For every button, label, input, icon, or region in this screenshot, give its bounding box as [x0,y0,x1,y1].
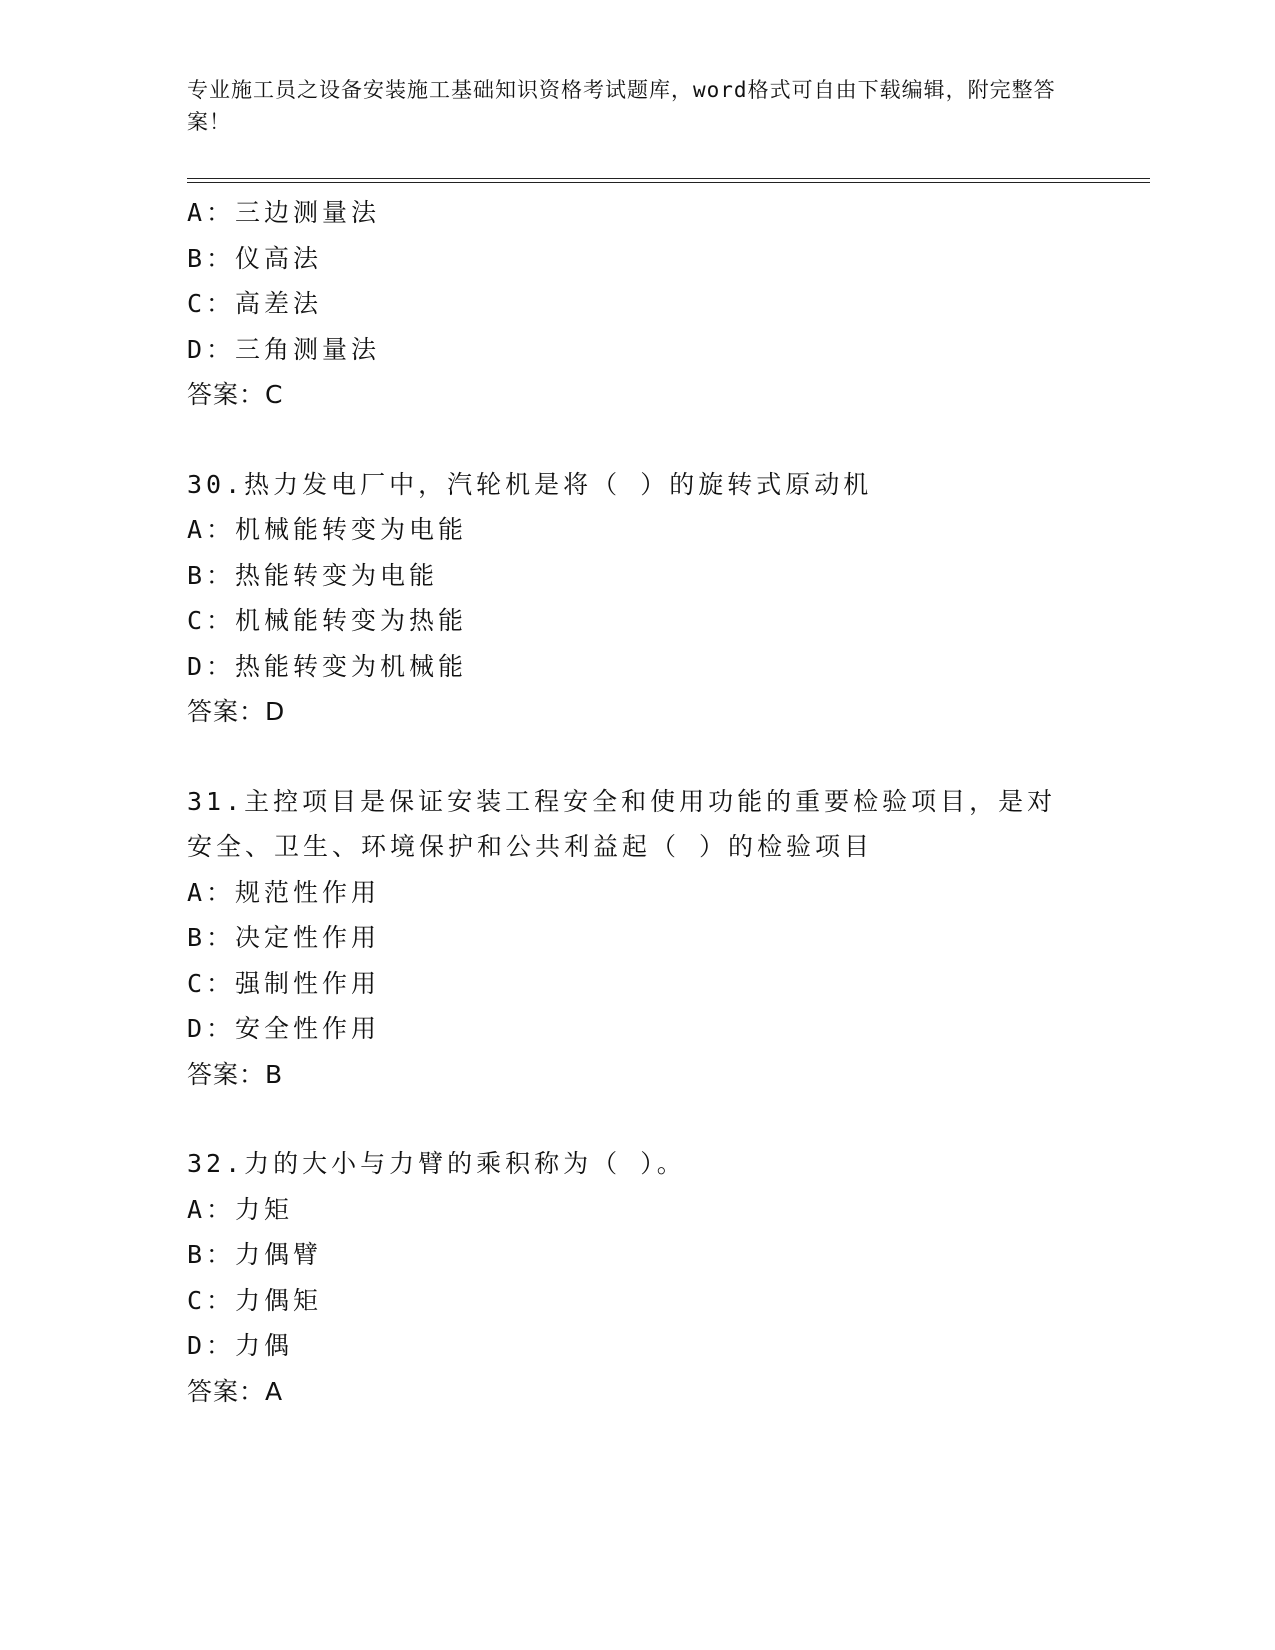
option-a: A：机械能转变为电能 [187,515,468,544]
question-30 [187,462,1087,735]
question-text: 31.主控项目是保证安装工程安全和使用功能的重要检验项目，是对安全、卫生、环境保护和公共利益起（ ）的检验项目 [187,786,1057,861]
header-divider-bottom [187,182,1150,183]
question-text: 30.热力发电厂中，汽轮机是将（ ）的旋转式原动机 [187,469,873,499]
option-a: A：三边测量法 [187,198,381,227]
question-list [187,190,1087,1414]
option-b: B：力偶臂 [187,1240,323,1269]
answer: 答案：D [187,697,286,726]
option-c: C：力偶矩 [187,1285,323,1315]
option-c: C：强制性作用 [187,968,381,998]
option-a: A：力矩 [187,1194,294,1224]
option-b: B：仪高法 [187,243,323,273]
option-b: B：决定性作用 [187,923,381,952]
option-a: A：规范性作用 [187,877,381,907]
answer: 答案：A [187,1376,284,1406]
question-31 [187,779,1087,1098]
question-text: 32.力的大小与力臂的乘积称为（ ）。 [187,1149,686,1178]
option-d: D：三角测量法 [187,334,381,364]
question-29 [187,190,1087,418]
option-b: B：热能转变为电能 [187,560,439,590]
option-d: D：力偶 [187,1331,294,1360]
spacer [187,735,1087,779]
option-c: C：高差法 [187,289,323,318]
header-divider-top [187,178,1150,179]
header-title: 专业施工员之设备安装施工基础知识资格考试题库，word格式可自由下载编辑，附完整答案！ [187,78,1056,134]
document-header [187,74,1087,138]
option-d: D：热能转变为机械能 [187,651,468,681]
spacer [187,1097,1087,1141]
option-d: D：安全性作用 [187,1014,381,1043]
question-32 [187,1141,1087,1414]
answer: 答案：C [187,380,284,409]
option-c: C：机械能转变为热能 [187,606,468,635]
answer: 答案：B [187,1059,284,1089]
spacer [187,418,1087,462]
